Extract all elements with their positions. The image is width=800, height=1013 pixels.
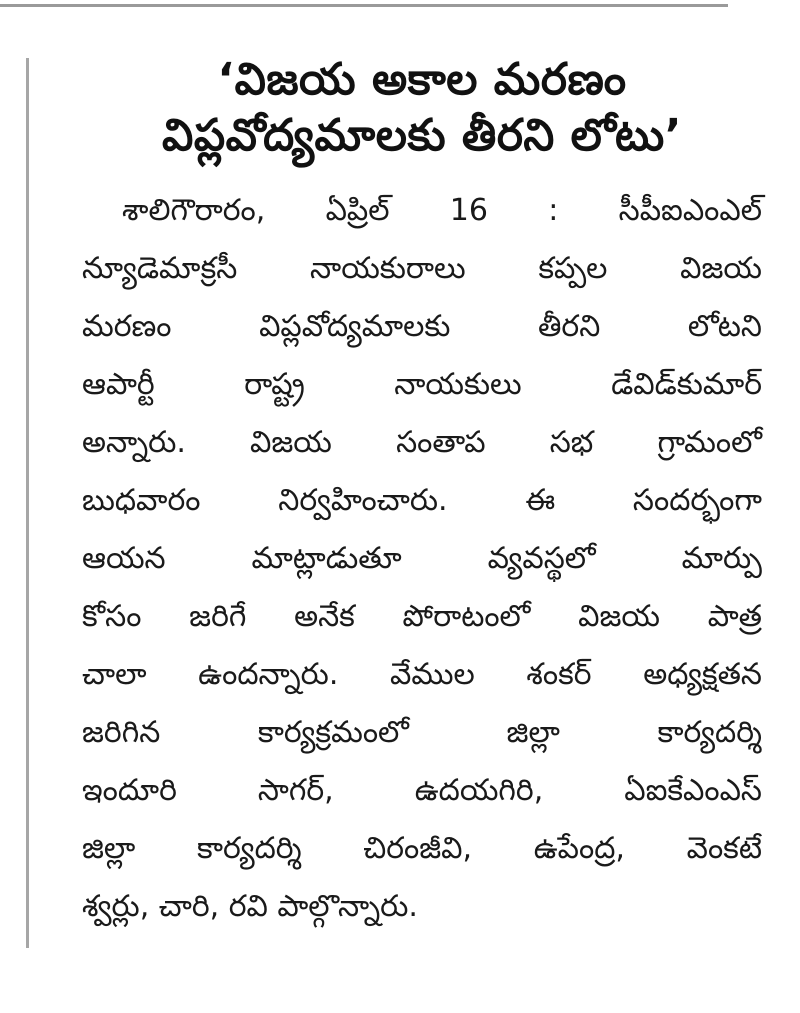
top-border-rule bbox=[0, 4, 728, 7]
body-line: న్యూడెమాక్రసీ నాయకురాలు కప్పల విజయ bbox=[82, 251, 762, 286]
news-article bbox=[82, 52, 762, 936]
body-line: మరణం విప్లవోద్యమాలకు తీరని లోటని bbox=[82, 309, 762, 344]
body-line: చాలా ఉందన్నారు. వేముల శంకర్ అధ్యక్షతన bbox=[82, 657, 762, 692]
body-line: ఆయన మాట్లాడుతూ వ్యవస్థలో మార్పు bbox=[82, 541, 762, 576]
article-body bbox=[82, 182, 762, 936]
left-column-rule bbox=[26, 58, 29, 948]
body-line: శాలిగౌరారం, ఏప్రిల్ 16 : సీపీఐఎంఎల్ bbox=[122, 193, 762, 228]
body-line: కోసం జరిగే అనేక పోరాటంలో విజయ పాత్ర bbox=[82, 599, 762, 634]
body-line: బుధవారం నిర్వహించారు. ఈ సందర్భంగా bbox=[82, 483, 762, 518]
body-line: జరిగిన కార్యక్రమంలో జిల్లా కార్యదర్శి bbox=[82, 715, 762, 750]
body-line: శ్వర్లు, చారి, రవి పాల్గొన్నారు. bbox=[82, 889, 418, 924]
body-line: జిల్లా కార్యదర్శి చిరంజీవి, ఉపేంద్ర, వెంకటే bbox=[82, 831, 762, 866]
body-line: ఇందూరి సాగర్, ఉదయగిరి, ఏఐకేఎంఎస్ bbox=[82, 773, 762, 808]
body-line: ఆపార్టీ రాష్ట్ర నాయకులు డేవిడ్‌కుమార్ bbox=[82, 367, 762, 402]
headline-line-1: ‘విజయ అకాల మరణం bbox=[217, 54, 627, 105]
article-headline bbox=[82, 52, 762, 164]
body-line: అన్నారు. విజయ సంతాప సభ గ్రామంలో bbox=[82, 425, 762, 460]
headline-line-2: విప్లవోద్యమాలకు తీరని లోటు’ bbox=[162, 110, 682, 161]
